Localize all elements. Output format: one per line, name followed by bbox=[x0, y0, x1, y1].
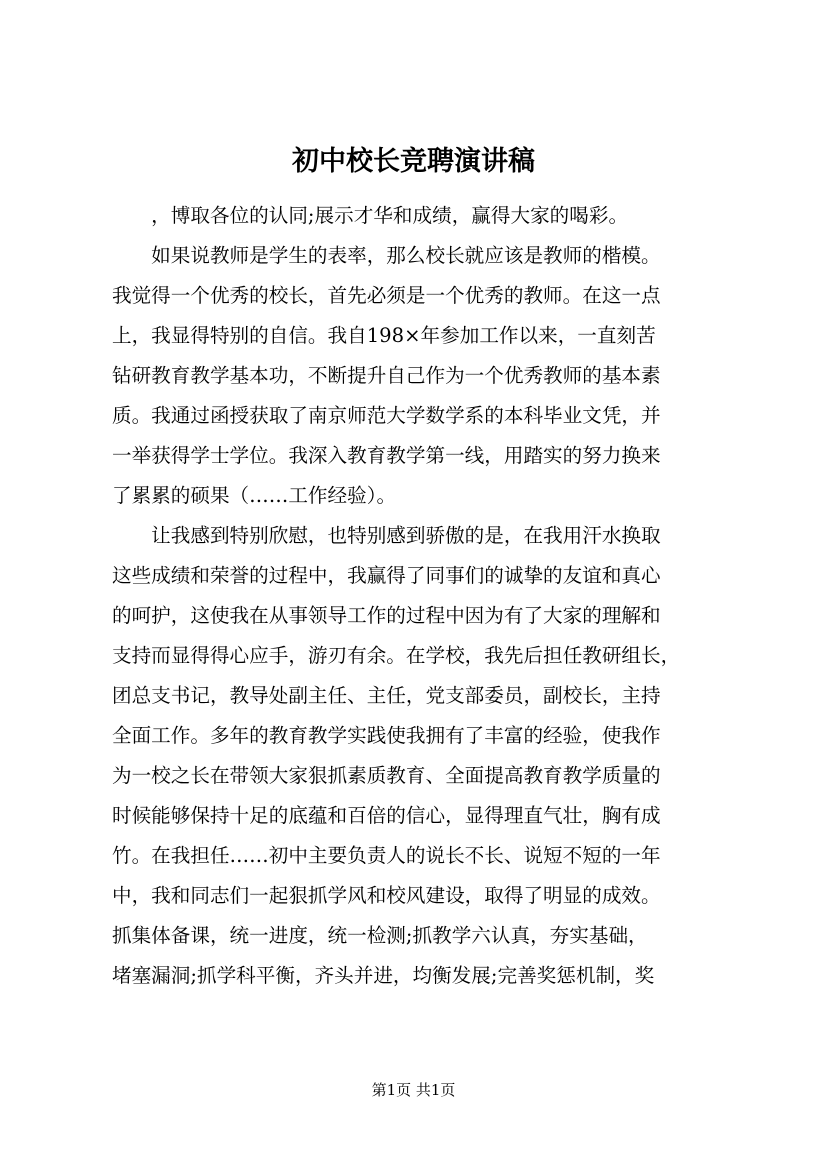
text-line: 支持而显得得心应手，游刃有余。在学校，我先后担任教研组长， bbox=[112, 644, 681, 667]
text-line: 上，我显得特别的自信。我自198×年参加工作以来，一直刻苦 bbox=[112, 324, 656, 347]
text-line: 全面工作。多年的教育教学实践使我拥有了丰富的经验，使我作 bbox=[112, 724, 661, 747]
text-line: 一举获得学士学位。我深入教育教学第一线，用踏实的努力换来 bbox=[112, 444, 661, 467]
text-line: 如果说教师是学生的表率，那么校长就应该是教师的楷模。 bbox=[112, 244, 661, 267]
text-line: ，博取各位的认同;展示才华和成绩，赢得大家的喝彩。 bbox=[112, 204, 629, 227]
text-line: 竹。在我担任……初中主要负责人的说长不长、说短不短的一年 bbox=[112, 844, 661, 867]
text-line: 团总支书记，教导处副主任、主任，党支部委员，副校长，主持 bbox=[112, 684, 661, 707]
page-footer: 第1页 共1页 bbox=[371, 1081, 456, 1099]
text-line: 堵塞漏洞;抓学科平衡，齐头并进，均衡发展;完善奖惩机制，奖 bbox=[112, 964, 655, 987]
page-title: 初中校长竞聘演讲稿 bbox=[292, 146, 535, 177]
text-line: 让我感到特别欣慰，也特别感到骄傲的是，在我用汗水换取 bbox=[112, 524, 661, 547]
text-line: 了累累的硕果（……工作经验）。 bbox=[112, 484, 397, 507]
text-line: 这些成绩和荣誉的过程中，我赢得了同事们的诚挚的友谊和真心 bbox=[112, 564, 661, 587]
text-line: 中，我和同志们一起狠抓学风和校风建设，取得了明显的成效。 bbox=[112, 884, 661, 907]
text-line: 时候能够保持十足的底蕴和百倍的信心，显得理直气壮，胸有成 bbox=[112, 804, 661, 827]
document-body bbox=[112, 196, 752, 996]
text-line: 我觉得一个优秀的校长，首先必须是一个优秀的教师。在这一点 bbox=[112, 284, 661, 307]
text-line: 的呵护，这使我在从事领导工作的过程中因为有了大家的理解和 bbox=[112, 604, 661, 627]
text-line: 为一校之长在带领大家狠抓素质教育、全面提高教育教学质量的 bbox=[112, 764, 661, 787]
text-line: 质。我通过函授获取了南京师范大学数学系的本科毕业文凭，并 bbox=[112, 404, 661, 427]
text-line: 钻研教育教学基本功，不断提升自己作为一个优秀教师的基本素 bbox=[112, 364, 661, 387]
text-line: 抓集体备课，统一进度，统一检测;抓教学六认真，夯实基础， bbox=[112, 924, 648, 947]
